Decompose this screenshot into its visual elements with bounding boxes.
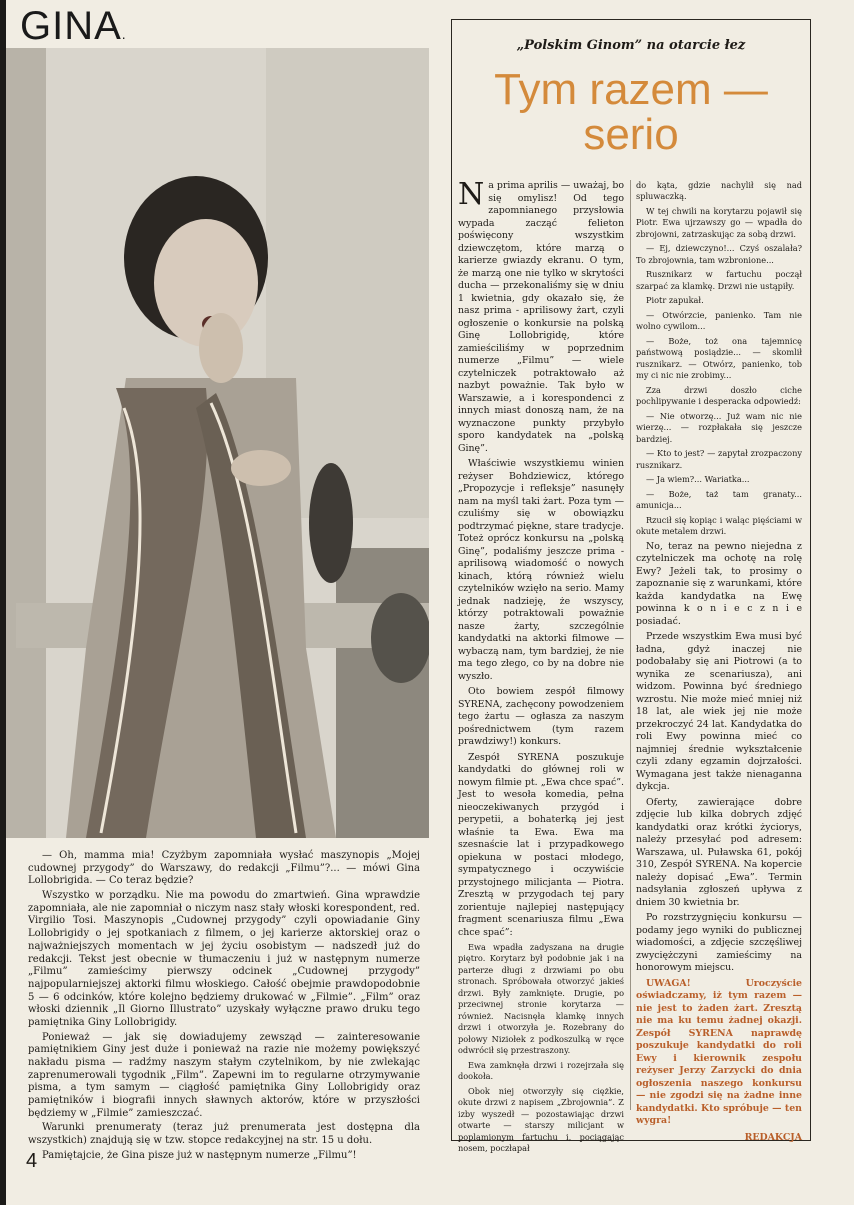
body-paragraph: No, teraz na pewno niejedna z czytelniczek ma ochotę na rolę Ewy? Jeżeli tak, to prosimy o zapoznanie się z warunkami, które każda kandydatka na Ewę powinna k o n i e c z n i e posiadać.: [636, 540, 802, 627]
column-divider: [630, 180, 631, 1110]
signature: REDAKCJA: [744, 1131, 802, 1143]
body-paragraph: Wszystko w porządku. Nie ma powodu do zmartwień. Gina wprawdzie zapomniała, ale nie zapomniał o niczym nasz stały włoski korespondent, red. Virgilio Tosi. Maszynopis „Cudownej przygody” czyli opowiadanie Giny Lollobrigidy o jej spotkaniach z filmem, o jej karierze aktorskiej oraz o najważniejszych momentach w jej życiu osobistym — nadszedł już do redakcji. Tekst jest obecnie w tłumaczeniu i już w następnym numerze „Filmu” zamieścimy pierwszy odcinek „Cudownej przygody” najpopularniejszej aktorki filmu włoskiego. Całość obejmie prawdopodobnie 5 — 6 odcinków, które kolejno będziemy drukować w „Filmie”. „Film” oraz włoski dziennik „Il Giorno Illustrato” uzyskały wyłączne prawo druku tego pamiętnika Giny Lollobrigidy.: [28, 890, 420, 1028]
script-paragraph: Rzucił się kopiąc i waląc pięściami w okute metalem drzwi.: [636, 514, 802, 537]
photo-gina: [6, 48, 429, 838]
article-headline: [456, 65, 806, 159]
script-paragraph: do kąta, gdzie nachylił się nad spluwaczką.: [636, 180, 802, 202]
masthead-title: GINA: [20, 4, 122, 48]
script-paragraph: — Ej, dziewczyno!... Czyś oszalała? To zbrojownia, tam wzbronione...: [636, 243, 802, 265]
headline-line: serio: [583, 109, 679, 159]
script-paragraph: — Nie otworzę... Już wam nic nie wierzę... — rozpłakała się jeszcze bardziej.: [636, 410, 802, 444]
notice-paragraph: UWAGA! Uroczyście oświadczamy, iż tym razem — nie jest to żaden żart. Zresztą nie ma ku temu żadnej okazji. Zespół SYRENA naprawdę poszukuje kandydatki do roli Ewy i kierownik zespołu reżyser Jerzy Zarzycki do dnia ogłoszenia naszego konkursu — nie zgodzi się na żadne inne kandydatki. Kto spróbuje — ten wygra!: [636, 977, 802, 1127]
script-paragraph: W tej chwili na korytarzu pojawił się Piotr. Ewa ujrzawszy go — wpadła do zbrojowni, zatrzaskując za sobą drzwi.: [636, 205, 802, 239]
script-paragraph: — Kto to jest? — zapytał zrozpaczony rusznikarz.: [636, 448, 802, 470]
script-fragment: [458, 942, 624, 1155]
script-paragraph: — Otwórzcie, panienko. Tam nie wolno cywilom...: [636, 309, 802, 332]
article-column-2: [636, 180, 802, 1144]
photo-illustration: [6, 48, 429, 838]
lead-paragraph: [458, 177, 624, 455]
body-paragraph: Przede wszystkim Ewa musi być ładna, gdyż inaczej nie podobałaby się ani Piotrowi (a to wynika ze scenariusza), ani widzom. Powinna być średniego wzrostu. Nie może mieć mniej niż 18 lat, ale wiek jej nie może przekroczyć 24 lat. Kandydatka do roli Ewy powinna mieć co najmniej średnie wykształcenie czyli zdany egzamin dojrzałości. Wymagana jest także nienaganna dykcja.: [636, 631, 802, 793]
body-paragraph: Po rozstrzygnięciu konkursu — podamy jego wyniki do publicznej wiadomości, a zdjęcie szczęśliwej zwyciężczyni zamieścimy na honorowym miejscu.: [636, 912, 802, 974]
script-paragraph: Obok niej otworzyły się ciężkie, okute drzwi z napisem „Zbrojownia”. Z izby wyszedł — pozostawiając drzwi otwarte — starszy milicjant w poplamionym fartuchu i, pociągając nosem, poczłapał: [458, 1085, 624, 1154]
page-number: 4: [26, 1150, 38, 1172]
body-paragraph: Właściwie wszystkiemu winien reżyser Bohdziewicz, którego „Propozycje i refleksje” nasunęły nam na myśl taki żart. Poza tym — czuliśmy się w obowiązku podtrzymać piękne, stare tradycje. Toteż oprócz konkursu na „polską Ginę”, podaliśmy jeszcze prima - aprilisową wiadomość o nowych kinach, którą również wielu czytelników wzięło na serio. Mamy jednak nadzieję, że wszyscy, którzy potraktowali poważnie nasze żarty, szczególnie kandydatki na aktorki filmowe — wybaczą nam, tym bardziej, że nie ma tego złego, co by na dobre nie wyszło.: [458, 458, 624, 682]
lead-text: a prima aprilis — uważaj, bo się omylisz! Od tego zapomnianego przysłowia wypada zacząć felieton poświęcony wszystkim dziewczętom, które marzą o karierze gwiazdy ekranu. O tym, że marzą one nie tylko w skrytości ducha — przekonaliśmy się w dniu 1 kwietnia, gdy okazało się, że nasz prima - aprilisowy żart, czyli ogłoszenie o konkursie na polską Ginę Lollobrigidę, które zamieściliśmy w poprzednim numerze „Filmu” — wiele czytelniczek potraktowało aż nazbyt poważnie. Tak było w Warszawie, a i korespondenci z innych miast donoszą nam, że na wyznaczone punkty przybyło sporo kandydatek na „polską Ginę”.: [458, 180, 624, 454]
script-paragraph: Zza drzwi doszło ciche pochlipywanie i desperacka odpowiedź:: [636, 384, 802, 407]
body-paragraph: Oferty, zawierające dobre zdjęcie lub kilka dobrych zdjęć kandydatki oraz krótki życiorys, należy przesyłać pod adresem: Warszawa, ul. Puławska 61, pokój 310, Zespół SYRENA. Na kopercie należy dopisać „Ewa”. Termin nadsyłania zgłoszeń upływa z dniem 30 kwietnia br.: [636, 796, 802, 908]
masthead: [20, 4, 127, 49]
body-paragraph: Zespół SYRENA poszukuje kandydatki do głównej roli w nowym filmie pt. „Ewa chce spać”. Jest to wesoła komedia, pełna nieoczekiwanych przygód i perypetii, a bohaterką jej jest właśnie ta Ewa. Ewa ma szesnaście lat i przypadkowego opiekuna w postaci młodego, sympatycznego i oczywiście przystojnego milicjanta — Piotra. Zresztą w przygodach tej pary zorientuje najlepiej następujący fragment scenariusza filmu „Ewa chce spać”:: [458, 751, 624, 938]
gina-announcement: [28, 850, 420, 1165]
script-paragraph: Rusznikarz w fartuchu począł szarpać za klamkę. Drzwi nie ustąpiły.: [636, 269, 802, 291]
caption: — Oh, mamma mia! Czyżbym zapomniała wysłać maszynopis „Mojej cudownej przygody” do Warszawy, do redakcji „Filmu”?... — mówi Gina Lollobrigida. — Co teraz będzie?: [28, 850, 420, 887]
script-paragraph: — Boże, taż tam granaty... amunicja...: [636, 488, 802, 511]
body-paragraph: Oto bowiem zespół filmowy SYRENA, zachęcony powodzeniem tego żartu — ogłasza za naszym pośrednictwem (tym razem prawdziwy!) konkurs.: [458, 686, 624, 747]
drop-cap: N: [458, 177, 485, 212]
script-paragraph: Ewa wpadła zadyszana na drugie piętro. Korytarz był podobnie jak i na parterze długi z drzwiami po obu stronach. Spróbowała otworzyć jakieś drzwi. Były zamknięte. Drugie, po przeciwnej stronie korytarza — również. Nacisnęła klamkę innych drzwi i otworzyła je. Rozebrany do połowy Niziołek z podkoszulką w ręce odwrócił się przestraszony.: [458, 942, 624, 1056]
body-paragraph: Ponieważ — jak się dowiadujemy zewsząd — zainteresowanie pamiętnikiem Giny jest duże i ponieważ na razie nie możemy powiększyć nakładu pisma — radźmy naszym stałym czytelnikom, by nie zwlekając zaprenumerowali tygodnik „Film”. Zapewni im to regularne otrzymywanie pisma, a tym samym — ciągłość pamiętnika Giny Lollobrigidy oraz pamiętników i biografii innych sławnych aktorów, które w przyszłości będziemy w „Filmie” zamieszczać.: [28, 1031, 420, 1119]
masthead-dot: .: [121, 26, 127, 42]
body-paragraph: Pamiętajcie, że Gina pisze już w następnym numerze „Filmu”!: [42, 1149, 357, 1161]
script-paragraph: Piotr zapukał.: [646, 295, 704, 306]
article-column-1: [458, 177, 624, 1158]
article-kicker: „Polskim Ginom” na otarcie łez: [516, 38, 746, 53]
script-paragraph: — Ja wiem?... Wariatka...: [646, 474, 750, 485]
script-fragment: [636, 180, 802, 538]
script-paragraph: — Boże, toż ona tajemnicę państwową posiądzie... — skomlił rusznikarz. — Otwórz, panienko, tob my ci nic nie zrobimy...: [636, 335, 802, 381]
body-paragraph: Warunki prenumeraty (teraz już prenumerata jest dostępna dla wszystkich) znajdują się w tzw. stopce redakcyjnej na str. 15 u dołu.: [28, 1122, 420, 1147]
headline-line: Tym razem —: [494, 65, 768, 114]
script-paragraph: Ewa zamknęła drzwi i rozejrzała się dookoła.: [458, 1059, 624, 1082]
